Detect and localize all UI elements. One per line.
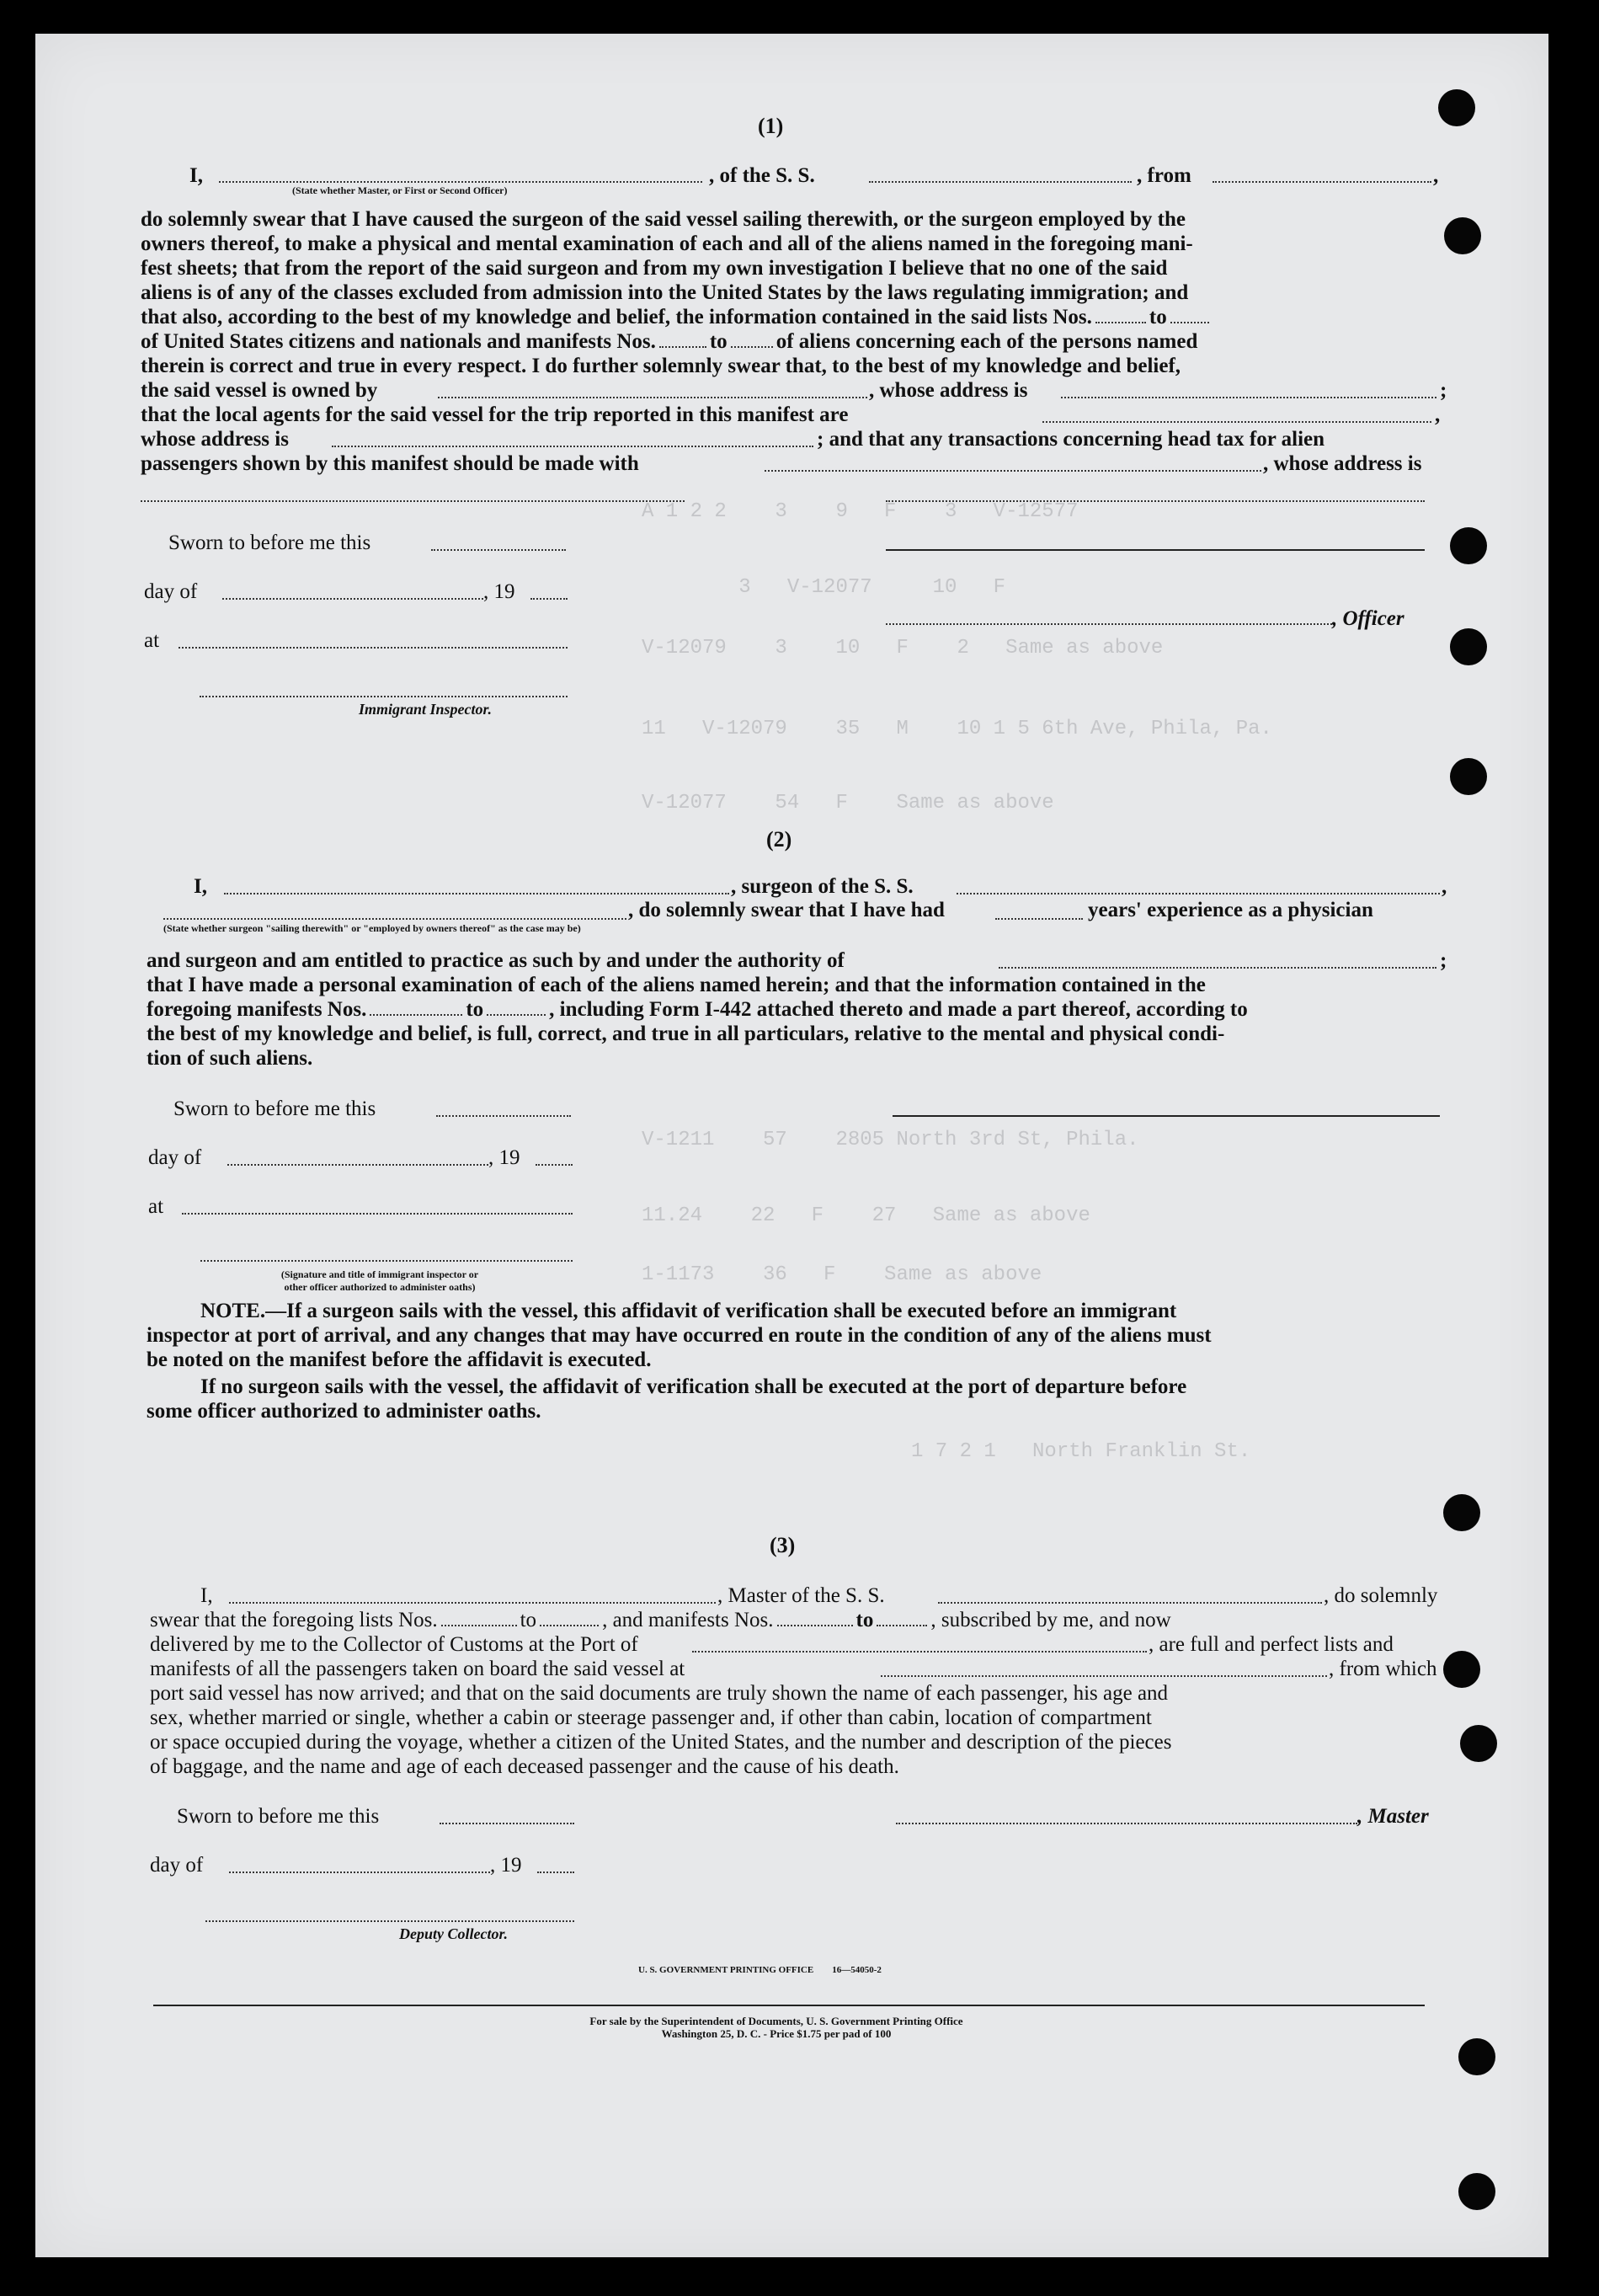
sworn-label: Sworn to before me this xyxy=(177,1805,380,1828)
at-label: at xyxy=(148,1195,164,1218)
oath-text-line: of aliens concerning each of the persons named xyxy=(776,330,1198,353)
deputy-collector-label: Deputy Collector. xyxy=(399,1925,508,1942)
vessel-name-field[interactable] xyxy=(869,181,1132,183)
note-line: If no surgeon sails with the vessel, the affidavit of verification shall be executed at the port of departure before xyxy=(200,1375,1187,1398)
note-line: be noted on the manifest before the affidavit is executed. xyxy=(147,1348,652,1371)
oath-text-line: ; and that any transactions concerning head tax for alien xyxy=(817,428,1325,451)
surgeon-status-hint: (State whether surgeon "sailing therewith" or "employed by owners thereof" as the case may be) xyxy=(163,922,581,934)
owner-address-field[interactable] xyxy=(1061,397,1436,398)
oath-text-line: , from which xyxy=(1329,1658,1437,1680)
footer-rule xyxy=(153,2005,1425,2006)
punch-hole xyxy=(1458,2038,1495,2075)
day-of-label: day of xyxy=(144,580,198,603)
label-whose-address: whose address is xyxy=(141,428,289,451)
oath-text-line: swear that the foregoing lists Nos. xyxy=(150,1609,438,1631)
oath-text-line: , are full and perfect lists and xyxy=(1149,1633,1394,1656)
label-do-solemnly: , do solemnly xyxy=(1324,1584,1438,1607)
officer-signature-line[interactable] xyxy=(886,549,1425,551)
from-port-field[interactable] xyxy=(1213,181,1431,183)
oath-text-line: tion of such aliens. xyxy=(147,1047,313,1070)
signature-hint: other officer authorized to administer oaths) xyxy=(284,1281,476,1293)
label-whose-address: , whose address is xyxy=(869,379,1028,402)
semicolon: ; xyxy=(1440,379,1447,402)
section-2-number: (2) xyxy=(766,827,792,852)
form-page xyxy=(35,34,1548,2257)
punch-hole xyxy=(1450,628,1487,665)
officer-signature-line[interactable] xyxy=(200,1260,573,1262)
punch-hole xyxy=(1450,527,1487,564)
role-hint: (State whether Master, or First or Second Officer) xyxy=(292,184,508,196)
sworn-date-field[interactable] xyxy=(440,1823,574,1824)
oath-text-line: do solemnly swear that I have caused the surgeon of the said vessel sailing therewith, or the surgeon employed by the xyxy=(141,208,1186,231)
year-field[interactable] xyxy=(536,1164,573,1166)
oath-text-line: , and manifests Nos. xyxy=(602,1609,774,1631)
bleed-through: V-12077 54 F Same as above xyxy=(642,792,1054,814)
oath-text-line: foregoing manifests Nos. xyxy=(147,998,367,1021)
label-port-of: delivered by me to the Collector of Customs at the Port of xyxy=(150,1633,638,1656)
day-of-label: day of xyxy=(148,1146,202,1169)
oath-text-line: that also, according to the best of my knowledge and belief, the information contained in the said lists Nos. xyxy=(141,306,1092,328)
manifests-from-field[interactable] xyxy=(659,345,706,348)
punch-hole xyxy=(1444,217,1481,254)
label-to: to xyxy=(520,1609,537,1631)
manifests-to-field[interactable] xyxy=(731,345,773,348)
surgeon-status-field[interactable] xyxy=(163,918,626,920)
oath-text-line: of baggage, and the name and age of each deceased passenger and the cause of his death. xyxy=(150,1755,899,1778)
year-label: , 19 xyxy=(490,1854,522,1877)
bleed-through: 1-1173 36 F Same as above xyxy=(642,1263,1042,1286)
lists-to-field[interactable] xyxy=(1170,321,1209,323)
note-line: inspector at port of arrival, and any changes that may have occurred en route in the condition of any of the aliens must xyxy=(147,1324,1212,1347)
continuation-field[interactable] xyxy=(886,500,1425,502)
sale-notice: For sale by the Superintendent of Documents, U. S. Government Printing Office xyxy=(589,2015,963,2027)
oath-text-line: the best of my knowledge and belief, is full, correct, and true in all particulars, relative to the mental and physical condi- xyxy=(147,1023,1225,1045)
printing-office-mark: U. S. GOVERNMENT PRINTING OFFICE 16—54050-2 xyxy=(638,1965,882,1975)
oath-text-line: or space occupied during the voyage, whether a citizen of the United States, and the number and description of the pieces xyxy=(150,1731,1172,1754)
punch-hole xyxy=(1438,89,1475,126)
master-title: , Master xyxy=(1357,1805,1429,1828)
authority-field[interactable] xyxy=(999,967,1436,969)
oath-text-line: owners thereof, to make a physical and mental examination of each and all of the aliens named in the foregoing mani- xyxy=(141,232,1193,255)
label-solemnly-swear: , do solemnly swear that I have had xyxy=(628,899,945,921)
oath-text-line: , including Form I-442 attached thereto and made a part thereof, according to xyxy=(549,998,1248,1021)
year-field[interactable] xyxy=(530,598,568,600)
comma: , xyxy=(1433,164,1439,187)
head-tax-address-field[interactable] xyxy=(141,500,685,502)
label-authority-of: and surgeon and am entitled to practice as such by and under the authority of xyxy=(147,949,845,972)
years-experience-field[interactable] xyxy=(995,918,1083,920)
punch-hole xyxy=(1458,2173,1495,2210)
signature-hint: (Signature and title of immigrant inspector or xyxy=(280,1268,479,1280)
sale-notice: Washington 25, D. C. - Price $1.75 per pad of 100 xyxy=(661,2027,892,2040)
day-of-label: day of xyxy=(150,1854,204,1877)
label-i: I, xyxy=(189,164,203,187)
comma: , xyxy=(1442,875,1447,898)
year-label: , 19 xyxy=(483,580,515,603)
label-i: I, xyxy=(200,1584,213,1607)
punch-hole xyxy=(1450,758,1487,795)
head-tax-agent-field[interactable] xyxy=(765,470,1261,472)
manifests-from-field[interactable] xyxy=(370,1013,462,1016)
owner-field[interactable] xyxy=(438,397,867,398)
year-label: , 19 xyxy=(488,1146,520,1169)
label-to: to xyxy=(855,1609,874,1631)
agents-address-field[interactable] xyxy=(332,446,813,447)
local-agents-field[interactable] xyxy=(1042,421,1431,423)
section-1-number: (1) xyxy=(758,114,784,138)
oath-text-line: aliens is of any of the classes excluded from admission into the United States by the laws regulating immigration; and xyxy=(141,281,1189,304)
port-of-arrival-field[interactable] xyxy=(692,1651,1147,1653)
inspector-signature-line[interactable] xyxy=(200,696,568,697)
label-from: , from xyxy=(1137,164,1191,187)
at-place-field[interactable] xyxy=(179,647,568,649)
label-i: I, xyxy=(194,875,207,898)
punch-hole xyxy=(1443,1494,1480,1531)
label-to: to xyxy=(709,330,728,353)
manifests-to-field[interactable] xyxy=(877,1624,927,1626)
year-field[interactable] xyxy=(537,1872,574,1873)
sworn-label: Sworn to before me this xyxy=(168,531,371,554)
surgeon-name-field[interactable] xyxy=(224,893,729,894)
semicolon: ; xyxy=(1440,949,1447,972)
label-to: to xyxy=(1149,306,1167,328)
bleed-through: 11.24 22 F 27 Same as above xyxy=(642,1204,1090,1227)
master-signature-line[interactable] xyxy=(896,1823,1357,1824)
label-to: to xyxy=(466,998,484,1021)
oath-text-line: port said vessel has now arrived; and that on the said documents are truly shown the name of each passenger, his age and xyxy=(150,1682,1169,1705)
collector-signature-line[interactable] xyxy=(205,1920,574,1922)
surgeon-vessel-field[interactable] xyxy=(957,893,1440,894)
lists-from-field[interactable] xyxy=(441,1624,517,1626)
oath-text-line: of United States citizens and nationals and manifests Nos. xyxy=(141,330,656,353)
immigrant-inspector-label: Immigrant Inspector. xyxy=(359,701,493,718)
lists-from-field[interactable] xyxy=(1095,321,1146,323)
bleed-through: A 1 2 2 3 9 F 3 V-12577 xyxy=(642,500,1079,523)
oath-text-line: fest sheets; that from the report of the said surgeon and from my own investigation I believe that no one of the said xyxy=(141,257,1168,280)
bleed-through: V-12079 3 10 F 2 Same as above xyxy=(642,637,1164,659)
at-place-field[interactable] xyxy=(182,1213,573,1215)
label-owned-by: the said vessel is owned by xyxy=(141,379,378,402)
section-3-number: (3) xyxy=(770,1533,796,1557)
manifests-to-field[interactable] xyxy=(487,1013,546,1016)
label-head-tax: passengers shown by this manifest should be made with xyxy=(141,452,639,475)
manifests-from-field[interactable] xyxy=(777,1624,853,1626)
label-of-ss: , of the S. S. xyxy=(709,164,815,187)
punch-hole xyxy=(1443,1651,1480,1688)
at-label: at xyxy=(144,629,160,652)
bleed-through: V-1211 57 2805 North 3rd St, Phila. xyxy=(642,1129,1139,1151)
oath-text-line: therein is correct and true in every respect. I do further solemnly swear that, to the best of my knowledge and belief, xyxy=(141,355,1181,377)
oath-text-line: sex, whether married or single, whether a cabin or steerage passenger and, if other than cabin, location of compartment xyxy=(150,1706,1152,1729)
label-years-experience: years' experience as a physician xyxy=(1088,899,1373,921)
sworn-date-field[interactable] xyxy=(431,549,566,551)
master-vessel-field[interactable] xyxy=(938,1602,1322,1604)
officer-name-field[interactable] xyxy=(886,623,1332,625)
day-of-field[interactable] xyxy=(229,1872,490,1873)
lists-to-field[interactable] xyxy=(540,1624,599,1626)
bleed-through: 1 7 2 1 North Franklin St. xyxy=(911,1440,1251,1463)
note-line: NOTE.—If a surgeon sails with the vessel, this affidavit of verification shall be executed before an immigrant xyxy=(200,1300,1177,1322)
master-name-field[interactable] xyxy=(229,1602,716,1604)
punch-hole xyxy=(1460,1725,1497,1762)
label-taken-on-board: manifests of all the passengers taken on board the said vessel at xyxy=(150,1658,685,1680)
oath-text-line: that I have made a personal examination of each of the aliens named herein; and that the information contained in the xyxy=(147,974,1206,996)
oath-text-line: , subscribed by me, and now xyxy=(930,1609,1171,1631)
bleed-through: 3 V-12077 10 F xyxy=(642,576,1006,599)
label-surgeon-of-ss: , surgeon of the S. S. xyxy=(731,875,914,898)
label-master-of-ss: , Master of the S. S. xyxy=(717,1584,885,1607)
label-whose-address: , whose address is xyxy=(1263,452,1422,475)
comma: , xyxy=(1435,403,1441,426)
bleed-through: 11 V-12079 35 M 10 1 5 6th Ave, Phila, Pa. xyxy=(642,718,1272,740)
day-of-field[interactable] xyxy=(227,1164,488,1166)
departure-port-field[interactable] xyxy=(881,1675,1327,1677)
officer-role-field[interactable] xyxy=(219,181,702,183)
label-local-agents: that the local agents for the said vessel for the trip reported in this manifest are xyxy=(141,403,849,426)
sworn-label: Sworn to before me this xyxy=(173,1097,376,1120)
officer-title: , Officer xyxy=(1332,607,1404,630)
sworn-date-field[interactable] xyxy=(436,1115,571,1117)
day-of-field[interactable] xyxy=(222,598,483,600)
note-line: some officer authorized to administer oaths. xyxy=(147,1400,541,1423)
surgeon-signature-line[interactable] xyxy=(893,1115,1440,1117)
